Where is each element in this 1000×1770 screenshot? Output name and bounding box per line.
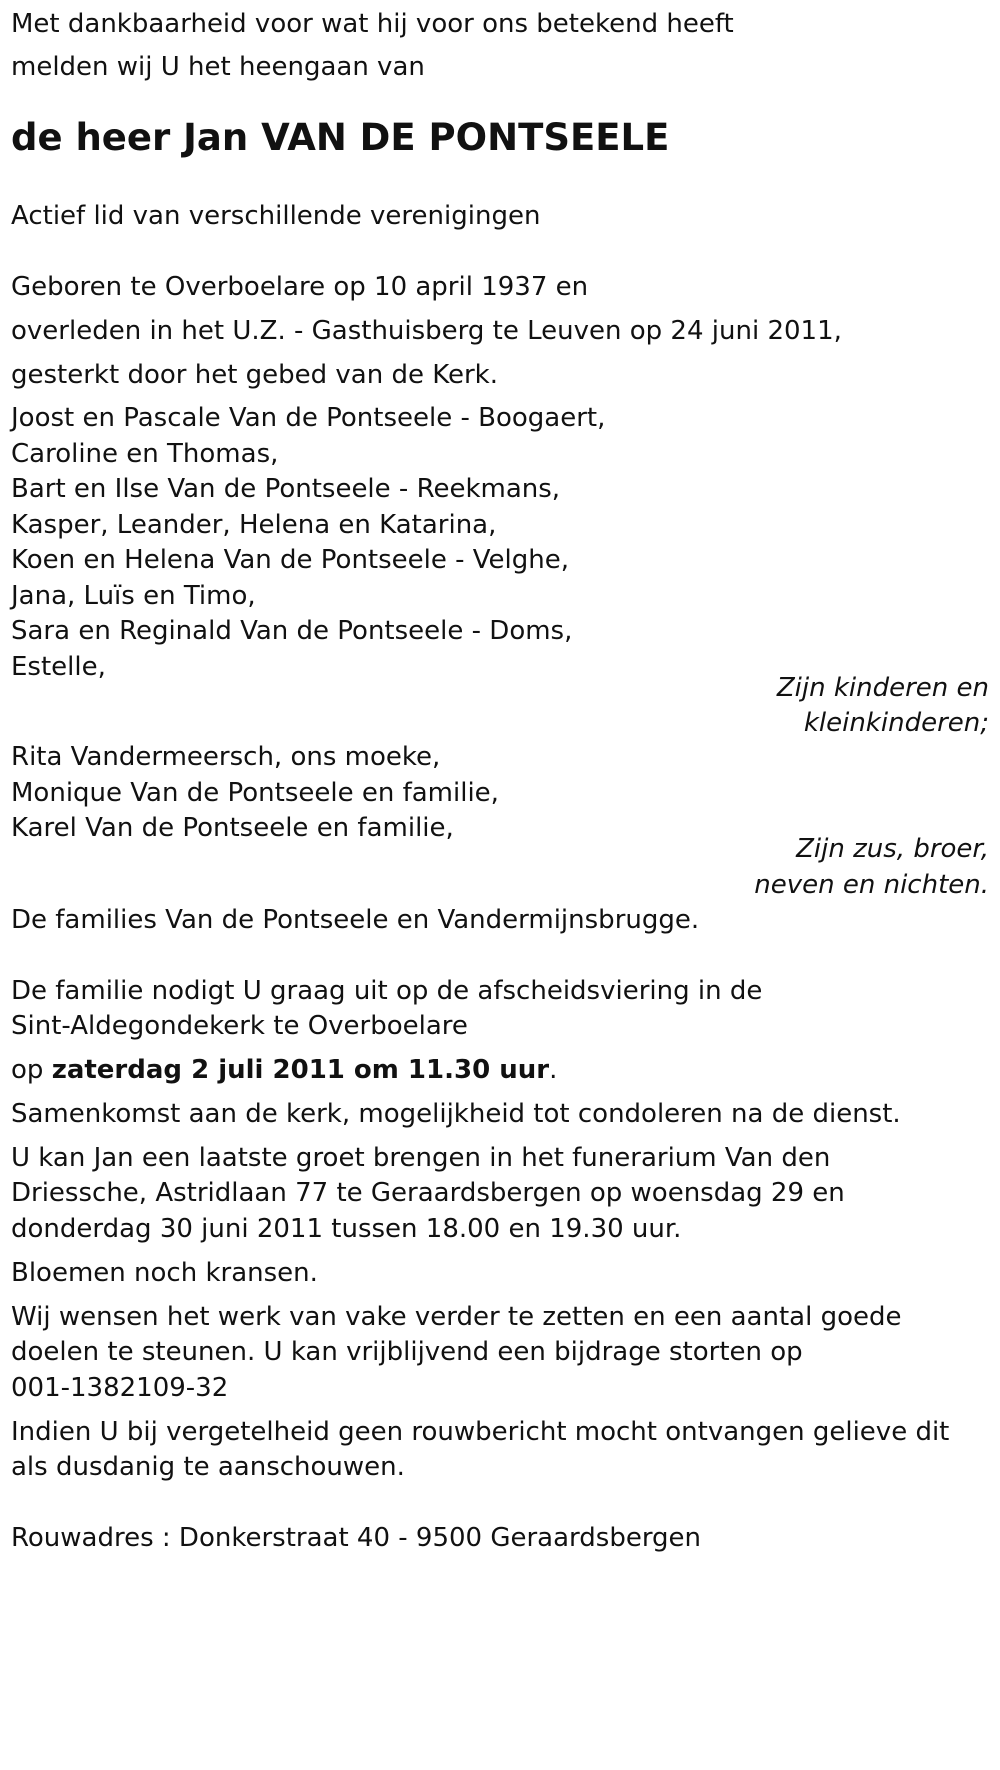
donation-account: 001-1382109-32 <box>11 1373 229 1403</box>
deceased-name: de heer Jan VAN DE PONTSEELE <box>11 116 670 159</box>
ceremony-date-line <box>11 1053 557 1087</box>
children-caption-line-2: kleinkinderen; <box>803 708 989 738</box>
child-line: Koen en Helena Van de Pontseele - Velghe, <box>11 545 570 575</box>
ceremony-datetime: zaterdag 2 juli 2011 om 11.30 uur <box>51 1055 550 1085</box>
notice-line-1: Indien U bij vergetelheid geen rouwbericht mocht ontvangen gelieve dit <box>11 1417 950 1447</box>
birth-line: Geboren te Overboelare op 10 april 1937 en <box>11 272 589 302</box>
funeral-home-line-1: U kan Jan een laatste groet brengen in het funerarium Van den <box>11 1143 831 1173</box>
ceremony-line-2: Sint-Aldegondekerk te Overboelare <box>11 1011 468 1041</box>
ceremony-line-1: De familie nodigt U graag uit op de afscheidsviering in de <box>11 976 763 1006</box>
sibling-line: Rita Vandermeersch, ons moeke, <box>11 742 441 772</box>
death-line: overleden in het U.Z. - Gasthuisberg te Leuven op 24 juni 2011, <box>11 316 842 346</box>
child-line: Estelle, <box>11 652 106 682</box>
donation-line-2: doelen te steunen. U kan vrijblijvend een bijdrage storten op <box>11 1337 803 1367</box>
child-line: Bart en Ilse Van de Pontseele - Reekmans, <box>11 474 561 504</box>
intro-line-2: melden wij U het heengaan van <box>11 52 425 82</box>
address-line: Rouwadres : Donkerstraat 40 - 9500 Geraardsbergen <box>11 1523 702 1553</box>
church-line: gesterkt door het gebed van de Kerk. <box>11 360 499 390</box>
siblings-caption-line-2: neven en nichten. <box>754 870 989 900</box>
deceased-description: Actief lid van verschillende verenigingen <box>11 201 541 231</box>
donation-line-1: Wij wensen het werk van vake verder te zetten en een aantal goede <box>11 1302 902 1332</box>
notice-line-2: als dusdanig te aanschouwen. <box>11 1452 405 1482</box>
child-line: Joost en Pascale Van de Pontseele - Boogaert, <box>11 403 606 433</box>
child-line: Jana, Luïs en Timo, <box>11 581 256 611</box>
siblings-caption-line-1: Zijn zus, broer, <box>796 834 989 864</box>
child-line: Kasper, Leander, Helena en Katarina, <box>11 510 497 540</box>
intro-line-1: Met dankbaarheid voor wat hij voor ons betekend heeft <box>11 9 734 39</box>
families-line: De families Van de Pontseele en Vandermijnsbrugge. <box>11 905 700 935</box>
child-line: Caroline en Thomas, <box>11 439 279 469</box>
sibling-line: Karel Van de Pontseele en familie, <box>11 813 454 843</box>
funeral-home-line-3: donderdag 30 juni 2011 tussen 18.00 en 19.30 uur. <box>11 1214 682 1244</box>
ceremony-suffix: . <box>549 1055 558 1085</box>
flowers-line: Bloemen noch kransen. <box>11 1258 318 1288</box>
funeral-home-line-2: Driessche, Astridlaan 77 te Geraardsbergen op woensdag 29 en <box>11 1178 845 1208</box>
child-line: Sara en Reginald Van de Pontseele - Doms, <box>11 616 573 646</box>
children-caption-line-1: Zijn kinderen en <box>776 673 989 703</box>
ceremony-prefix: op <box>11 1055 52 1085</box>
gathering-line: Samenkomst aan de kerk, mogelijkheid tot condoleren na de dienst. <box>11 1099 901 1129</box>
sibling-line: Monique Van de Pontseele en familie, <box>11 778 499 808</box>
